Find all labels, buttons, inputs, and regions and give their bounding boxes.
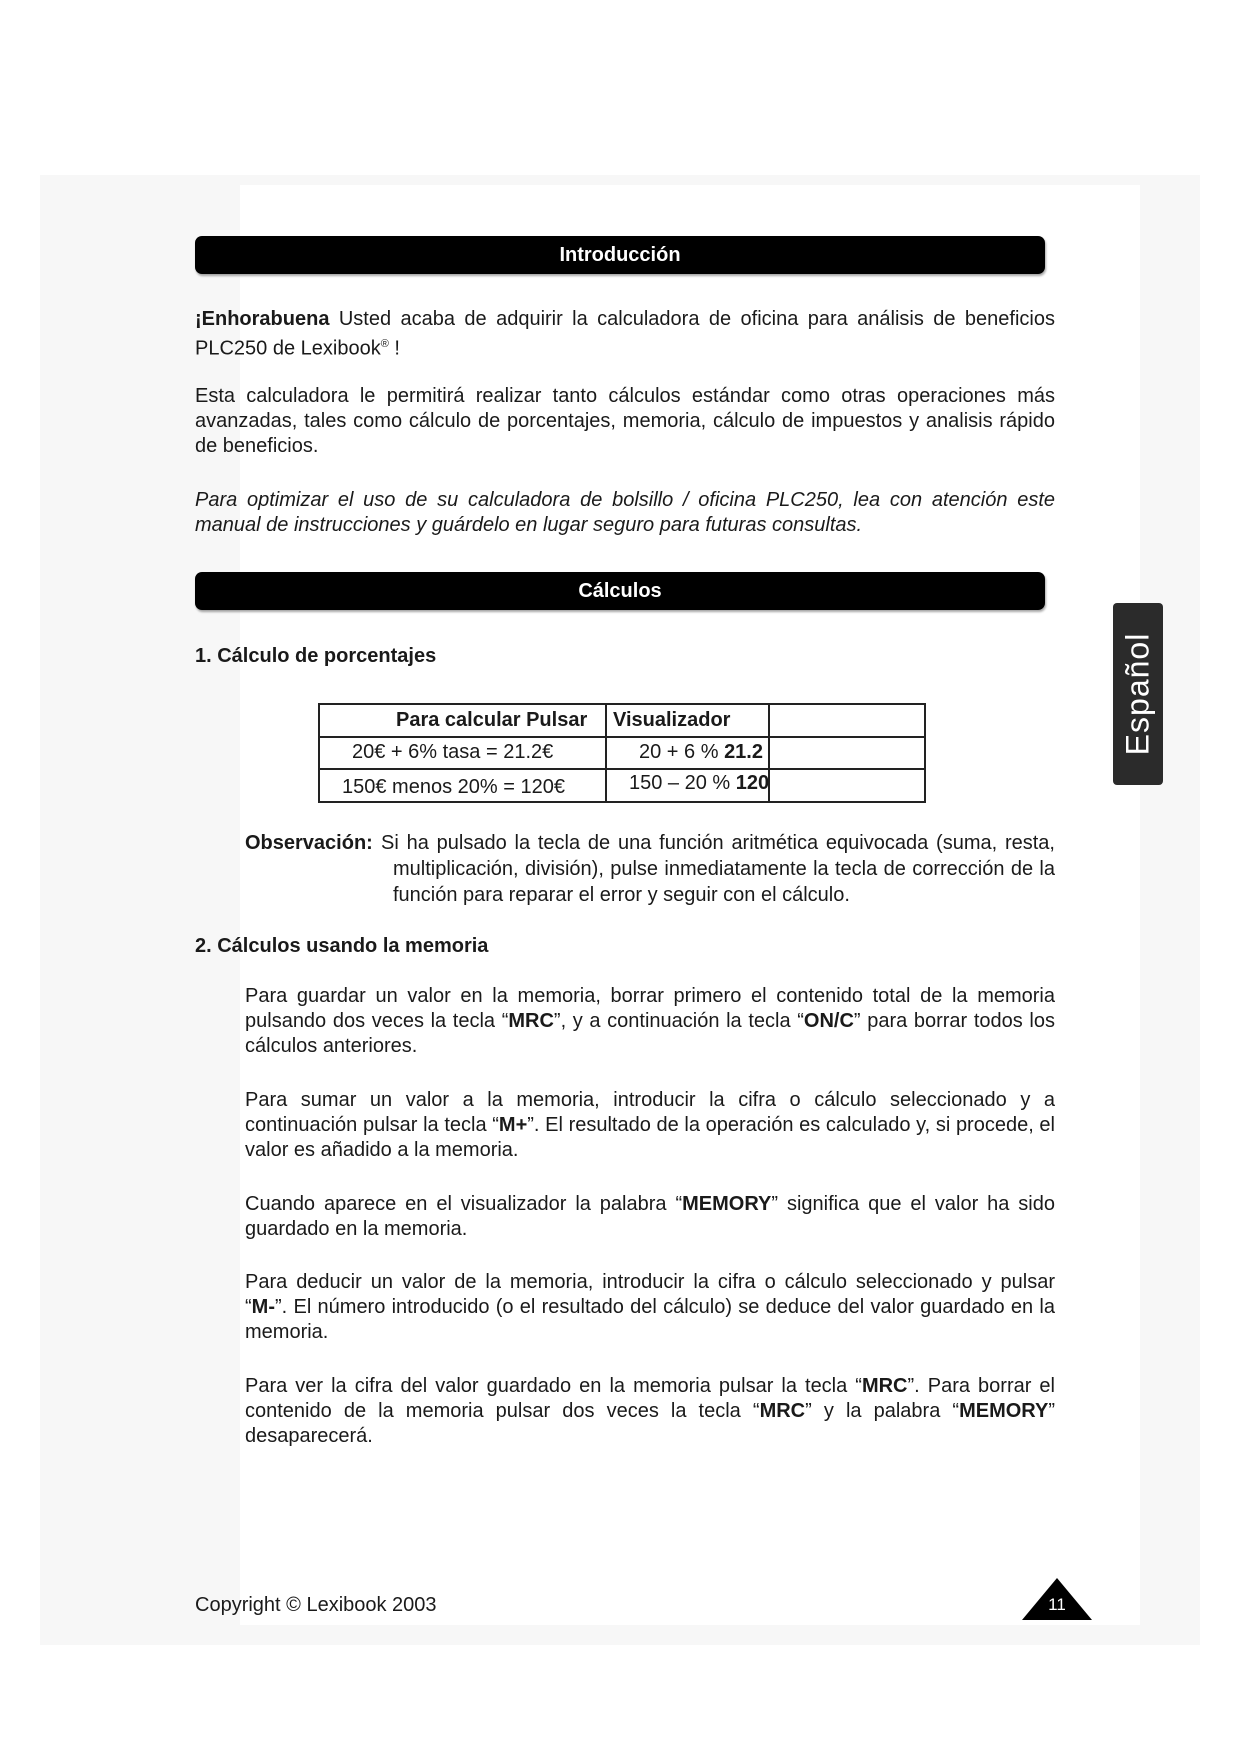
table-column-divider (605, 705, 607, 801)
page-number: 11 (1048, 1595, 1066, 1614)
observation-text: Si ha pulsado la tecla de una función aritmética equivocada (suma, resta, multiplicación, división), pulse inmediatamente la tecla de corrección de la función para reparar el error y seguir con el cálculo. (381, 832, 1055, 906)
percent-table (318, 703, 926, 803)
table-cell-row1-display: 20 + 6 % 21.2 (639, 741, 763, 763)
table-header-visualizador: Visualizador (613, 709, 731, 731)
section-header-introduccion: Introducción (195, 236, 1045, 274)
memory-paragraph-1: Para guardar un valor en la memoria, borrar primero el contenido total de la memoria pulsando dos veces la tecla “MRC”, y a continuación la tecla “ON/C” para borrar todos los cálculos anteriores. (245, 985, 1055, 1057)
page-content (195, 0, 1055, 1754)
table-row-divider (320, 736, 924, 738)
memory-paragraph-4: Para deducir un valor de la memoria, introducir la cifra o cálculo seleccionado y pulsar “M-”. El número introducido (o el resultado del cálculo) se deduce del valor guardado en la memoria. (245, 1271, 1055, 1343)
table-cell-row2-calc: 150€ menos 20% = 120€ (342, 776, 565, 798)
observation-label: Observación: (245, 832, 373, 854)
heading-porcentajes: 1. Cálculo de porcentajes (195, 645, 437, 667)
intro-paragraph-1: ¡Enhorabuena Usted acaba de adquirir la calculadora de oficina para análisis de beneficios PLC250 de Lexibook® ! (195, 308, 1055, 360)
table-cell-row1-calc: 20€ + 6% tasa = 21.2€ (352, 741, 554, 763)
table-header-para-calcular: Para calcular Pulsar (396, 709, 588, 731)
language-tab (1113, 603, 1163, 785)
language-tab-label: Español (1119, 632, 1156, 756)
table-cell-row2-display: 150 – 20 % 120 (629, 772, 770, 794)
memory-paragraph-5: Para ver la cifra del valor guardado en la memoria pulsar la tecla “MRC”. Para borrar el contenido de la memoria pulsar dos veces la tecla “MRC” y la palabra “MEMORY” desaparecerá. (245, 1375, 1055, 1447)
memory-paragraph-3: Cuando aparece en el visualizador la palabra “MEMORY” significa que el valor ha sido guardado en la memoria. (245, 1193, 1056, 1240)
section-header-calculos: Cálculos (195, 572, 1045, 610)
heading-memoria: 2. Cálculos usando la memoria (195, 935, 489, 957)
table-row-divider (320, 768, 924, 770)
congrats-text: ¡Enhorabuena (195, 308, 330, 330)
page-number-badge (1022, 1578, 1092, 1620)
intro-paragraph-3: Para optimizar el uso de su calculadora de bolsillo / oficina PLC250, lea con atención este manual de instrucciones y guárdelo en lugar seguro para futuras consultas. (195, 489, 1055, 536)
memory-paragraph-2: Para sumar un valor a la memoria, introducir la cifra o cálculo seleccionado y a continuación pulsar la tecla “M+”. El resultado de la operación es calculado y, si procede, el valor es añadido a la memoria. (245, 1089, 1055, 1161)
intro-paragraph-2: Esta calculadora le permitirá realizar tanto cálculos estándar como otras operaciones más avanzadas, tales como cálculo de porcentajes, memoria, cálculo de impuestos y analisis rápido de beneficios. (195, 385, 1055, 457)
copyright-text: Copyright © Lexibook 2003 (195, 1594, 437, 1616)
